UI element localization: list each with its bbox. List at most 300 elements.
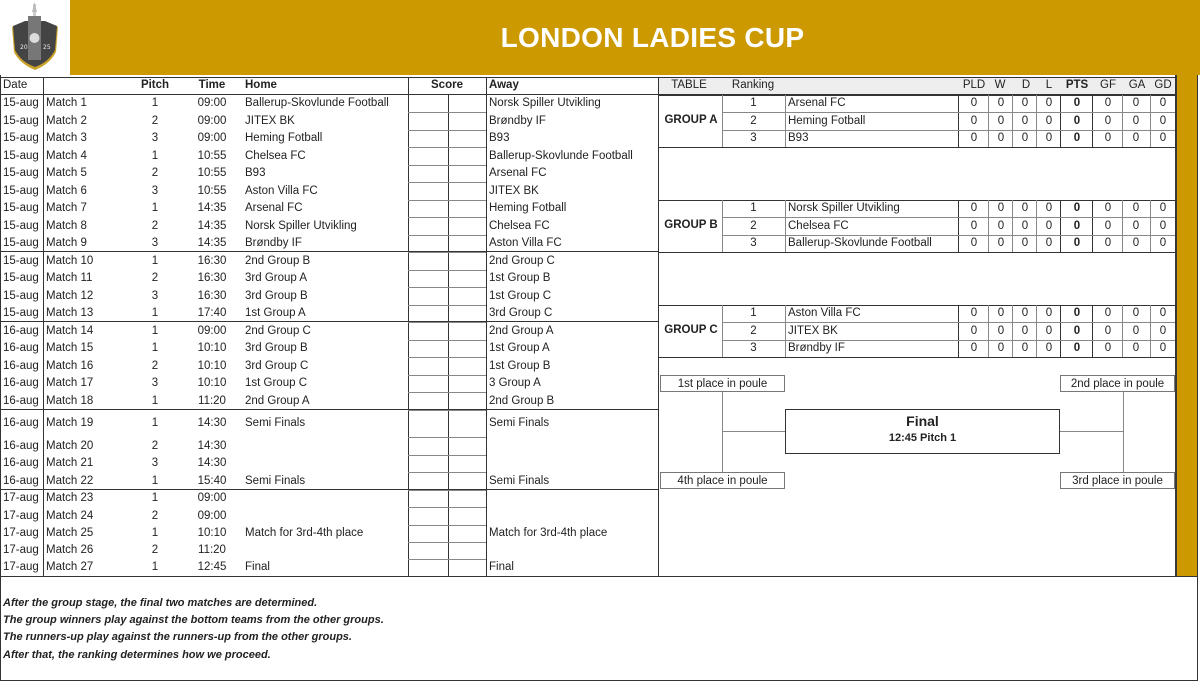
match-date: 15-aug (3, 97, 39, 109)
team-name: Heming Fotball (788, 114, 866, 127)
home-team: 3rd Group C (245, 360, 309, 372)
col-header-home: Home (245, 79, 277, 91)
match-number: Match 21 (46, 457, 94, 469)
table-row (0, 305, 658, 322)
stat-pts: 0 (1073, 97, 1081, 109)
home-score-input[interactable] (409, 112, 447, 130)
match-pitch: 1 (151, 255, 159, 267)
note-line: After the group stage, the final two matches are determined. (3, 597, 318, 609)
match-time: 09:00 (197, 132, 227, 144)
away-score-input[interactable] (449, 200, 485, 217)
stat-gf: 0 (1104, 202, 1112, 214)
home-score-input[interactable] (409, 165, 447, 182)
bracket-2nd-place: 2nd place in poule (1060, 375, 1175, 392)
note-line: After that, the ranking determines how we proceed. (3, 649, 271, 661)
team-rank: 1 (750, 307, 757, 319)
home-score-input[interactable] (409, 525, 447, 542)
away-score-input[interactable] (449, 95, 485, 112)
stat-d: 0 (1021, 219, 1029, 232)
stat-w: 0 (997, 114, 1005, 127)
home-score-input[interactable] (409, 252, 447, 270)
team-divider (785, 305, 786, 357)
match-number: Match 8 (46, 220, 87, 232)
home-score-input[interactable] (409, 182, 447, 200)
stat-l: 0 (1045, 307, 1053, 319)
home-score-input[interactable] (409, 507, 447, 525)
match-number: Match 6 (46, 185, 87, 197)
stat-gd: 0 (1159, 202, 1167, 214)
stat-l: 0 (1045, 342, 1053, 354)
bracket-3rd-place: 3rd place in poule (1060, 472, 1175, 489)
away-score-input[interactable] (449, 525, 485, 542)
home-team: Arsenal FC (245, 202, 303, 214)
bracket-1st-place: 1st place in poule (660, 375, 785, 392)
match-number: Match 18 (46, 395, 94, 407)
match-number: Match 27 (46, 561, 94, 573)
table-row (0, 375, 658, 392)
away-score-input[interactable] (449, 542, 485, 559)
home-team: 3rd Group B (245, 342, 308, 354)
away-team: Ballerup-Skovlunde Football (489, 150, 633, 162)
stat-ga: 0 (1132, 237, 1140, 249)
table-row (0, 392, 658, 410)
match-pitch: 1 (151, 417, 159, 429)
home-team: 1st Group C (245, 377, 307, 389)
stat-l: 0 (1045, 237, 1053, 249)
home-score-input[interactable] (409, 305, 447, 322)
table-row (0, 130, 658, 147)
home-score-input[interactable] (409, 130, 447, 147)
match-number: Match 17 (46, 377, 94, 389)
away-team: 1st Group B (489, 272, 551, 284)
table-row (0, 455, 658, 472)
stat-pts: 0 (1073, 237, 1081, 249)
final-time-pitch: 12:45 Pitch 1 (888, 432, 957, 444)
stat-ga: 0 (1132, 324, 1140, 337)
match-date: 17-aug (3, 492, 39, 504)
team-name: Ballerup-Skovlunde Football (788, 237, 932, 249)
match-pitch: 2 (151, 510, 159, 522)
match-time: 16:30 (197, 290, 227, 302)
home-score-input[interactable] (409, 472, 447, 490)
home-team: 1st Group A (245, 307, 306, 319)
away-score-input[interactable] (449, 410, 485, 437)
stat-gf: 0 (1104, 132, 1112, 144)
table-row (0, 472, 658, 490)
home-score-input[interactable] (409, 95, 447, 112)
away-score-input[interactable] (449, 340, 485, 357)
final-box (785, 409, 1060, 454)
stat-gd: 0 (1159, 237, 1167, 249)
stat-d: 0 (1021, 307, 1029, 319)
match-pitch: 1 (151, 97, 159, 109)
home-team: Norsk Spiller Utvikling (245, 220, 357, 232)
match-time: 12:45 (197, 561, 227, 573)
away-score-input[interactable] (449, 217, 485, 235)
home-score-input[interactable] (409, 455, 447, 472)
match-number: Match 25 (46, 527, 94, 539)
match-time: 10:10 (197, 342, 227, 354)
match-time: 09:00 (197, 492, 227, 504)
match-date: 16-aug (3, 417, 39, 429)
final-title: Final (906, 413, 939, 429)
stat-col-divider (1092, 95, 1093, 147)
match-number: Match 4 (46, 150, 87, 162)
stat-d: 0 (1021, 132, 1029, 144)
group-bottom-border (658, 252, 1175, 253)
match-pitch: 1 (151, 492, 159, 504)
match-date: 16-aug (3, 377, 39, 389)
home-team: Final (245, 561, 270, 573)
match-number: Match 1 (46, 97, 87, 109)
match-pitch: 1 (151, 395, 159, 407)
stat-ga: 0 (1132, 202, 1140, 214)
away-score-input[interactable] (449, 437, 485, 455)
stat-pts: 0 (1073, 202, 1081, 214)
home-score-input[interactable] (409, 410, 447, 437)
home-team: Match for 3rd-4th place (245, 527, 364, 539)
home-score-input[interactable] (409, 287, 447, 305)
stat-w: 0 (997, 97, 1005, 109)
group-name: GROUP B (664, 219, 718, 231)
stat-pts: 0 (1073, 324, 1081, 337)
bracket-connector-left-h (722, 431, 785, 432)
away-score-input[interactable] (449, 112, 485, 130)
away-score-input[interactable] (449, 322, 485, 340)
home-team: 2nd Group B (245, 255, 311, 267)
match-pitch: 3 (151, 377, 159, 389)
match-date: 15-aug (3, 202, 39, 214)
bracket-connector-right-h (1060, 431, 1123, 432)
stat-ga: 0 (1132, 114, 1140, 127)
match-number: Match 12 (46, 290, 94, 302)
stat-pld: 0 (970, 219, 978, 232)
logo-year-left: 20 (20, 44, 28, 51)
match-time: 10:55 (197, 150, 227, 162)
away-score-input[interactable] (449, 252, 485, 270)
stat-ga: 0 (1132, 342, 1140, 354)
away-score-input[interactable] (449, 507, 485, 525)
team-name: Norsk Spiller Utvikling (788, 202, 900, 214)
schedule-bottom-border (0, 576, 1198, 577)
group-name: GROUP C (664, 324, 718, 336)
match-date: 15-aug (3, 115, 39, 127)
match-time: 14:35 (197, 220, 227, 232)
match-pitch: 2 (151, 272, 159, 284)
group-bottom-border (658, 147, 1175, 148)
team-divider (785, 95, 786, 147)
away-score-input[interactable] (449, 455, 485, 472)
table-row (0, 357, 658, 375)
home-score-input[interactable] (409, 322, 447, 340)
match-time: 14:30 (197, 417, 227, 429)
home-team: 3rd Group B (245, 290, 308, 302)
home-score-input[interactable] (409, 340, 447, 357)
away-score-input[interactable] (449, 375, 485, 392)
stat-pld: 0 (970, 97, 978, 109)
team-name: JITEX BK (788, 324, 838, 337)
match-time: 09:00 (197, 325, 227, 337)
home-team: 2nd Group C (245, 325, 311, 337)
match-time: 09:00 (197, 510, 227, 522)
team-rank: 3 (750, 237, 757, 249)
away-score-input[interactable] (449, 270, 485, 287)
team-divider (785, 200, 786, 252)
away-team: B93 (489, 132, 510, 144)
match-pitch: 3 (151, 237, 159, 249)
table-row (0, 507, 658, 525)
group-right-border (1175, 305, 1176, 357)
stat-ga: 0 (1132, 97, 1140, 109)
page-title: LONDON LADIES CUP (500, 22, 805, 53)
stat-gf: 0 (1104, 307, 1112, 319)
away-team: 3rd Group C (489, 307, 553, 319)
stat-gd: 0 (1159, 307, 1167, 319)
col-header-score: Score (431, 79, 463, 91)
table-row (0, 112, 658, 130)
match-date: 17-aug (3, 527, 39, 539)
away-score-input[interactable] (449, 490, 485, 507)
stat-l: 0 (1045, 132, 1053, 144)
stat-pld: 0 (970, 202, 978, 214)
stat-gf: 0 (1104, 97, 1112, 109)
home-score-input[interactable] (409, 392, 447, 410)
away-team: 1st Group A (489, 342, 550, 354)
stat-pld: 0 (970, 114, 978, 127)
match-number: Match 3 (46, 132, 87, 144)
away-team: 2nd Group A (489, 325, 554, 337)
stat-l: 0 (1045, 324, 1053, 337)
match-date: 15-aug (3, 220, 39, 232)
away-score-input[interactable] (449, 305, 485, 322)
match-time: 09:00 (197, 115, 227, 127)
stat-l: 0 (1045, 219, 1053, 232)
away-score-input[interactable] (449, 130, 485, 147)
stat-gf: 0 (1104, 324, 1112, 337)
match-time: 09:00 (197, 97, 227, 109)
match-time: 10:10 (197, 377, 227, 389)
home-score-input[interactable] (409, 235, 447, 252)
home-score-input[interactable] (409, 357, 447, 375)
stat-w: 0 (997, 342, 1005, 354)
match-date: 15-aug (3, 290, 39, 302)
logo-year-right: 25 (43, 44, 51, 51)
stats-divider (958, 200, 959, 252)
match-date: 17-aug (3, 544, 39, 556)
home-team: Semi Finals (245, 475, 306, 487)
away-team: Chelsea FC (489, 220, 550, 232)
stat-w: 0 (997, 324, 1005, 337)
stat-gf: 0 (1104, 114, 1112, 127)
match-date: 16-aug (3, 457, 39, 469)
match-pitch: 2 (151, 440, 159, 452)
stat-w: 0 (997, 237, 1005, 249)
table-row (0, 287, 658, 305)
match-number: Match 16 (46, 360, 94, 372)
match-time: 17:40 (197, 307, 227, 319)
match-pitch: 1 (151, 150, 159, 162)
match-time: 14:30 (197, 440, 227, 452)
tournament-logo-icon (0, 0, 70, 75)
home-score-input[interactable] (409, 200, 447, 217)
stat-d: 0 (1021, 114, 1029, 127)
away-score-input[interactable] (449, 392, 485, 410)
col-header-d: D (1021, 79, 1031, 91)
table-row (0, 525, 658, 542)
away-team: Aston Villa FC (489, 237, 562, 249)
match-time: 14:30 (197, 457, 227, 469)
stat-pld: 0 (970, 237, 978, 249)
stats-divider (958, 305, 959, 357)
stat-pld: 0 (970, 324, 978, 337)
match-date: 15-aug (3, 307, 39, 319)
stat-d: 0 (1021, 324, 1029, 337)
note-line: The group winners play against the bottom teams from the other groups. (3, 614, 384, 626)
stat-gf: 0 (1104, 237, 1112, 249)
match-time: 10:55 (197, 185, 227, 197)
match-pitch: 1 (151, 325, 159, 337)
match-date: 15-aug (3, 237, 39, 249)
team-rank: 2 (750, 114, 757, 127)
col-header-time: Time (198, 79, 226, 91)
match-number: Match 13 (46, 307, 94, 319)
bracket-4th-place: 4th place in poule (660, 472, 785, 489)
table-row (0, 437, 658, 455)
team-name: Chelsea FC (788, 219, 849, 232)
away-score-input[interactable] (449, 235, 485, 252)
match-time: 16:30 (197, 255, 227, 267)
group-right-border (1175, 95, 1176, 147)
stat-ga: 0 (1132, 307, 1140, 319)
match-time: 10:10 (197, 360, 227, 372)
home-team: Aston Villa FC (245, 185, 318, 197)
home-team: B93 (245, 167, 266, 179)
away-score-input[interactable] (449, 287, 485, 305)
table-row (0, 165, 658, 182)
table-row (0, 182, 658, 200)
home-score-input[interactable] (409, 270, 447, 287)
match-number: Match 23 (46, 492, 94, 504)
away-score-input[interactable] (449, 559, 485, 576)
side-accent-strip (1175, 75, 1197, 576)
stat-w: 0 (997, 202, 1005, 214)
match-pitch: 1 (151, 527, 159, 539)
match-date: 16-aug (3, 440, 39, 452)
away-score-input[interactable] (449, 357, 485, 375)
home-team: 2nd Group A (245, 395, 310, 407)
home-score-input[interactable] (409, 542, 447, 559)
table-row (0, 559, 658, 576)
match-pitch: 3 (151, 132, 159, 144)
col-header-w: W (994, 79, 1006, 91)
match-number: Match 5 (46, 167, 87, 179)
match-pitch: 1 (151, 342, 159, 354)
stat-d: 0 (1021, 342, 1029, 354)
match-date: 17-aug (3, 561, 39, 573)
col-header-ranking: Ranking (731, 79, 775, 91)
away-score-input[interactable] (449, 147, 485, 165)
home-team: Ballerup-Skovlunde Football (245, 97, 389, 109)
col-header-away: Away (489, 79, 519, 91)
logo-area (0, 0, 70, 75)
match-time: 11:20 (198, 544, 226, 556)
home-score-input[interactable] (409, 490, 447, 507)
home-team: Brøndby IF (245, 237, 302, 249)
stat-w: 0 (997, 219, 1005, 232)
away-team: Semi Finals (489, 417, 550, 429)
match-pitch: 3 (151, 457, 159, 469)
match-date: 16-aug (3, 395, 39, 407)
match-date: 16-aug (3, 360, 39, 372)
away-score-input[interactable] (449, 182, 485, 200)
home-score-input[interactable] (409, 437, 447, 455)
col-header-gd: GD (1154, 79, 1172, 91)
match-date: 16-aug (3, 325, 39, 337)
match-date: 16-aug (3, 342, 39, 354)
team-rank: 2 (750, 219, 757, 232)
away-score-input[interactable] (449, 472, 485, 490)
stat-pld: 0 (970, 342, 978, 354)
match-number: Match 7 (46, 202, 87, 214)
home-score-input[interactable] (409, 147, 447, 165)
standings-header-right (1175, 77, 1176, 95)
team-rank: 1 (750, 202, 757, 214)
stat-l: 0 (1045, 97, 1053, 109)
table-row (0, 235, 658, 252)
home-team: Semi Finals (245, 417, 306, 429)
match-time: 14:35 (197, 237, 227, 249)
match-pitch: 2 (151, 115, 159, 127)
away-team: 3 Group A (489, 377, 541, 389)
match-number: Match 2 (46, 115, 87, 127)
group-bottom-border (658, 357, 1175, 358)
away-team: Match for 3rd-4th place (489, 527, 608, 539)
bracket-connector-left (722, 392, 723, 472)
stat-gf: 0 (1104, 342, 1112, 354)
match-number: Match 24 (46, 510, 94, 522)
stat-col-divider (1092, 200, 1093, 252)
team-rank: 1 (750, 97, 757, 109)
stats-divider (958, 95, 959, 147)
away-score-input[interactable] (449, 165, 485, 182)
group-right-border (1175, 200, 1176, 252)
table-row (0, 200, 658, 217)
stat-col-divider (1092, 305, 1093, 357)
away-team: Heming Fotball (489, 202, 567, 214)
stat-pts: 0 (1073, 219, 1081, 232)
match-time: 10:10 (197, 527, 227, 539)
col-header-date: Date (3, 79, 28, 91)
col-header-l: L (1045, 79, 1053, 91)
match-number: Match 10 (46, 255, 94, 267)
home-score-input[interactable] (409, 217, 447, 235)
stat-d: 0 (1021, 237, 1029, 249)
team-rank: 3 (750, 342, 757, 354)
stat-gf: 0 (1104, 219, 1112, 232)
stat-d: 0 (1021, 202, 1029, 214)
match-number: Match 20 (46, 440, 94, 452)
match-number: Match 14 (46, 325, 94, 337)
table-row (0, 490, 658, 507)
home-score-input[interactable] (409, 559, 447, 576)
home-score-input[interactable] (409, 375, 447, 392)
match-pitch: 3 (151, 290, 159, 302)
match-date: 15-aug (3, 272, 39, 284)
team-name: B93 (788, 132, 809, 144)
team-name: Brøndby IF (788, 342, 845, 354)
stat-pts: 0 (1073, 132, 1081, 144)
match-time: 16:30 (197, 272, 227, 284)
